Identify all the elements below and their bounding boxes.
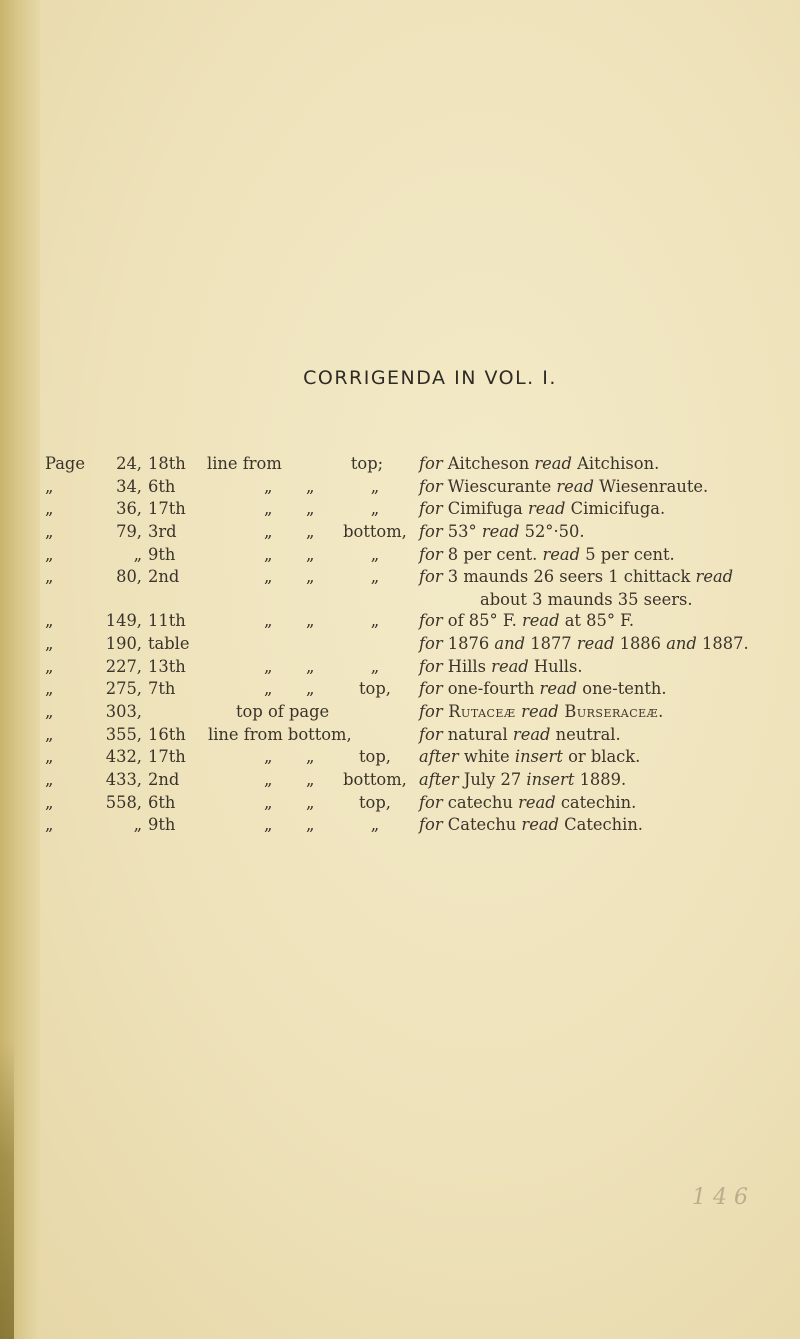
line-reference: „ xyxy=(370,815,380,835)
page-number: 432, xyxy=(105,747,142,767)
correction-value: one-tenth. xyxy=(577,679,667,699)
correction-keyword: read xyxy=(521,611,560,631)
correction-value: neutral. xyxy=(550,724,621,744)
correction-text xyxy=(419,770,626,789)
page-label: „ xyxy=(45,815,54,835)
ditto-mark: „ xyxy=(264,611,273,631)
page-label: „ xyxy=(45,522,54,542)
page-label: „ xyxy=(45,476,54,496)
correction-value: Catechin. xyxy=(558,815,643,835)
correction-value: Catechu xyxy=(442,815,522,835)
correction-text xyxy=(419,679,667,698)
line-reference: „ xyxy=(370,656,380,676)
ditto-mark: „ xyxy=(264,679,273,699)
handwritten-annotation: 1 4 6 xyxy=(692,1185,748,1210)
correction-value: 1887. xyxy=(696,633,749,653)
page-number: 24, xyxy=(116,454,142,473)
correction-keyword: and xyxy=(494,633,526,653)
correction-value: Burseraceæ. xyxy=(558,701,664,721)
corrigendum-row xyxy=(0,545,800,568)
page-number: 34, xyxy=(116,476,142,496)
corrigendum-row xyxy=(0,793,800,816)
correction-text xyxy=(419,634,749,653)
line-position: 2nd xyxy=(148,567,180,587)
correction-value: or black. xyxy=(562,747,641,767)
correction-text xyxy=(480,590,693,609)
corrigendum-row xyxy=(0,770,800,793)
page-label: „ xyxy=(45,633,54,653)
correction-keyword: read xyxy=(556,476,594,496)
line-position: 3rd xyxy=(148,522,177,542)
correction-keyword: for xyxy=(419,633,443,653)
correction-text xyxy=(419,725,621,744)
corrigendum-row xyxy=(0,454,800,477)
page-number: 80, xyxy=(116,567,142,587)
line-reference: „ xyxy=(370,476,380,496)
ditto-mark: „ xyxy=(264,792,273,812)
correction-keyword: read xyxy=(481,522,520,542)
page-label: „ xyxy=(45,701,54,721)
ditto-mark: „ xyxy=(306,679,315,699)
ditto-mark: „ xyxy=(264,522,273,542)
correction-keyword: read xyxy=(695,567,734,587)
correction-value: about 3 maunds 35 seers. xyxy=(480,590,693,610)
line-position: 9th xyxy=(148,544,176,564)
line-position: 2nd xyxy=(148,769,180,789)
correction-keyword: for xyxy=(419,792,443,812)
line-position: 17th xyxy=(148,499,186,519)
correction-value: at 85° F. xyxy=(559,611,635,631)
page-number: 36, xyxy=(116,499,142,519)
line-position: 16th xyxy=(148,724,186,744)
correction-value: Aitcheson xyxy=(442,454,535,473)
correction-keyword: for xyxy=(419,499,443,519)
ditto-mark: „ xyxy=(306,499,315,519)
line-reference: top, xyxy=(359,792,391,812)
line-reference: bottom, xyxy=(343,769,407,789)
page-label: „ xyxy=(45,769,54,789)
correction-value: 53° xyxy=(442,522,482,542)
correction-keyword: for xyxy=(419,567,443,587)
correction-keyword: insert xyxy=(526,769,575,789)
correction-text xyxy=(419,454,659,473)
correction-keyword: for xyxy=(419,544,443,564)
correction-text xyxy=(419,747,640,766)
ditto-mark: „ xyxy=(264,567,273,587)
correction-keyword: and xyxy=(666,633,697,653)
corrigendum-row xyxy=(0,815,800,838)
correction-keyword: read xyxy=(521,815,559,835)
corrigendum-row xyxy=(0,702,800,725)
line-reference: „ xyxy=(370,499,380,519)
line-position: 11th xyxy=(148,611,186,631)
line-position: 6th xyxy=(148,476,176,496)
corrigendum-row xyxy=(0,590,800,611)
page-label: „ xyxy=(45,679,54,699)
correction-keyword: read xyxy=(521,701,559,721)
gutter-shadow xyxy=(0,1040,14,1339)
correction-value: white xyxy=(458,747,515,767)
correction-value: one-fourth xyxy=(442,679,540,699)
correction-value: natural xyxy=(442,724,513,744)
ditto-mark: „ xyxy=(306,476,315,496)
line-position: 17th xyxy=(148,747,186,767)
page-title: CORRIGENDA IN VOL. I. xyxy=(303,367,557,389)
page-number: 227, xyxy=(105,656,142,676)
page-label: „ xyxy=(45,656,54,676)
corrigendum-row xyxy=(0,725,800,748)
location-phrase: line from bottom, xyxy=(208,724,352,744)
corrigendum-row xyxy=(0,499,800,522)
ditto-mark: „ xyxy=(306,544,315,564)
correction-keyword: for xyxy=(419,701,443,721)
corrigendum-row xyxy=(0,747,800,770)
correction-value: Cimicifuga. xyxy=(565,499,666,519)
correction-keyword: for xyxy=(419,611,443,631)
correction-keyword: for xyxy=(419,522,443,542)
page-label: „ xyxy=(45,567,54,587)
page-number: 303, xyxy=(105,701,142,721)
correction-text xyxy=(419,657,583,676)
correction-keyword: read xyxy=(518,792,556,812)
ditto-mark: „ xyxy=(264,544,273,564)
correction-keyword: for xyxy=(419,656,443,676)
ditto-mark: „ xyxy=(306,815,315,835)
page-number: 558, xyxy=(105,792,142,812)
ditto-mark: „ xyxy=(306,611,315,631)
correction-text xyxy=(419,702,664,721)
line-position: 9th xyxy=(148,815,176,835)
ditto-mark: „ xyxy=(264,476,273,496)
correction-value: Aitchison. xyxy=(571,454,660,473)
correction-text xyxy=(419,477,708,496)
ditto-mark: „ xyxy=(264,499,273,519)
correction-value: catechin. xyxy=(555,792,637,812)
line-reference: bottom, xyxy=(343,522,407,542)
correction-value: 5 per cent. xyxy=(580,544,675,564)
correction-text xyxy=(419,499,665,518)
correction-keyword: read xyxy=(576,633,615,653)
corrigendum-row xyxy=(0,679,800,702)
ditto-mark: „ xyxy=(306,656,315,676)
correction-value: Wiesenraute. xyxy=(593,476,709,496)
correction-keyword: read xyxy=(527,499,566,519)
page-number: „ xyxy=(133,544,142,564)
corrigenda-list xyxy=(0,454,800,838)
correction-value: Cimifuga xyxy=(442,499,528,519)
correction-value: Rutaceæ xyxy=(442,701,522,721)
line-position: table xyxy=(148,633,190,653)
correction-keyword: read xyxy=(491,656,529,676)
ditto-mark: „ xyxy=(306,792,315,812)
ditto-mark: „ xyxy=(264,815,273,835)
correction-value: catechu xyxy=(442,792,519,812)
corrigendum-row xyxy=(0,477,800,500)
corrigendum-row xyxy=(0,634,800,657)
correction-keyword: for xyxy=(419,454,443,473)
correction-value: July 27 xyxy=(458,769,527,789)
corrigendum-row xyxy=(0,522,800,545)
correction-text xyxy=(419,567,733,586)
corrigendum-row xyxy=(0,567,800,590)
correction-keyword: for xyxy=(419,476,443,496)
correction-keyword: after xyxy=(419,747,459,767)
correction-keyword: read xyxy=(542,544,581,564)
line-reference: top; xyxy=(350,454,384,473)
page-number: 149, xyxy=(105,611,142,631)
ditto-mark: line from xyxy=(207,454,282,473)
correction-value: 1876 xyxy=(442,633,495,653)
page-label: „ xyxy=(45,544,54,564)
page-label: Page xyxy=(45,454,85,473)
correction-text xyxy=(419,793,636,812)
page-label: „ xyxy=(45,747,54,767)
correction-text xyxy=(419,815,643,834)
line-position: 18th xyxy=(148,454,186,473)
correction-value: 1886 xyxy=(614,633,667,653)
correction-value: Hulls. xyxy=(528,656,583,676)
correction-text xyxy=(419,545,675,564)
ditto-mark: „ xyxy=(264,747,273,767)
ditto-mark: „ xyxy=(264,656,273,676)
line-position: 13th xyxy=(148,656,186,676)
correction-keyword: read xyxy=(534,454,572,473)
ditto-mark: „ xyxy=(306,747,315,767)
correction-keyword: after xyxy=(419,769,459,789)
ditto-mark: „ xyxy=(306,522,315,542)
corrigendum-row xyxy=(0,611,800,634)
line-reference: top, xyxy=(359,679,391,699)
page-number: 355, xyxy=(105,724,142,744)
page-label: „ xyxy=(45,724,54,744)
correction-text xyxy=(419,611,634,630)
page-number: 433, xyxy=(105,769,142,789)
correction-keyword: for xyxy=(419,815,443,835)
ditto-mark: „ xyxy=(264,769,273,789)
location-phrase: top of page xyxy=(236,701,330,721)
correction-value: 3 maunds 26 seers 1 chittack xyxy=(442,567,696,587)
line-position: 6th xyxy=(148,792,176,812)
page-number: 275, xyxy=(105,679,142,699)
ditto-mark: „ xyxy=(306,769,315,789)
correction-value: Hills xyxy=(442,656,492,676)
correction-keyword: for xyxy=(419,724,443,744)
ditto-mark: „ xyxy=(306,567,315,587)
corrigendum-row xyxy=(0,657,800,680)
page-number: „ xyxy=(133,815,142,835)
line-reference: „ xyxy=(370,611,380,631)
line-reference: „ xyxy=(370,544,380,564)
correction-value: 52°·50. xyxy=(519,522,585,542)
page-label: „ xyxy=(45,792,54,812)
correction-keyword: insert xyxy=(514,747,563,767)
page-label: „ xyxy=(45,611,54,631)
correction-value: 1877 xyxy=(525,633,577,653)
correction-value: of 85° F. xyxy=(442,611,522,631)
line-position: 7th xyxy=(148,679,176,699)
line-reference: top, xyxy=(359,747,391,767)
page-number: 190, xyxy=(105,633,142,653)
page-number: 79, xyxy=(116,522,142,542)
correction-value: Wiescurante xyxy=(442,476,557,496)
correction-value: 1889. xyxy=(574,769,627,789)
correction-keyword: read xyxy=(539,679,578,699)
line-reference: „ xyxy=(370,567,380,587)
correction-value: 8 per cent. xyxy=(442,544,543,564)
correction-keyword: read xyxy=(512,724,551,744)
page-label: „ xyxy=(45,499,54,519)
correction-keyword: for xyxy=(419,679,443,699)
correction-text xyxy=(419,522,585,541)
